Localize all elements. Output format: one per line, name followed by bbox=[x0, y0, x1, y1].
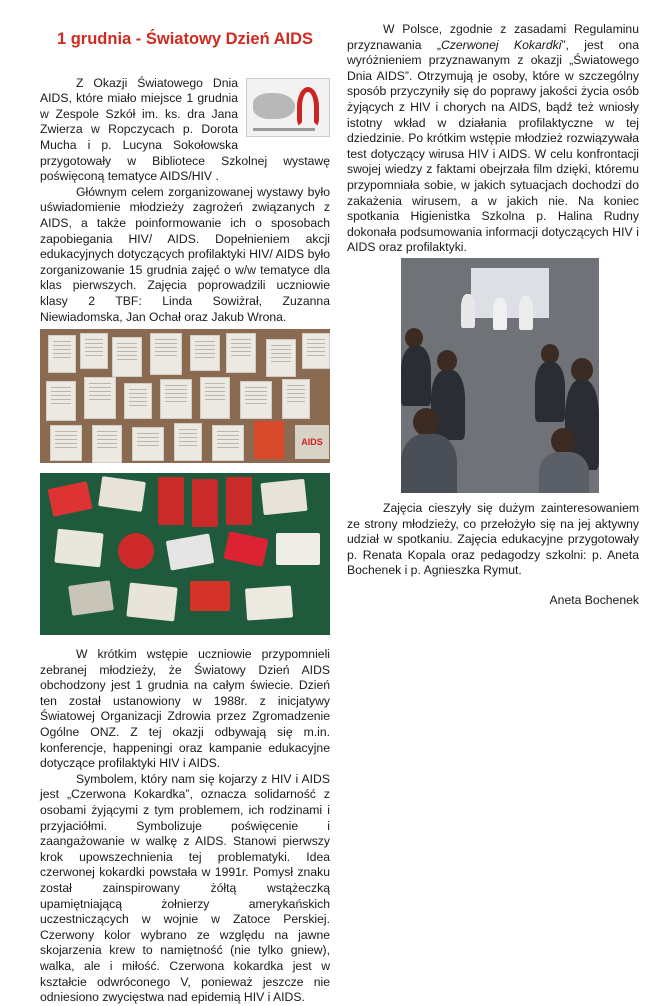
paragraph-poland: W Polsce, zgodnie z zasadami Regulaminu przyznawania „Czerwonej Kokardki”, jest ona wyróżnieniem przyznawanym z okazji „Światowego Dnia AIDS”. Otrzymują je osoby, które w szczególny sposób przyczyniły się do poprawy jakości życia osób żyjących z HIV i chorych na AIDS, bądź też wniosły istotny wkład w działania profilaktyczne w tej dziedzinie. Po krótkim wstępie młodzież rozwiązywała test dotyczący wirusa HIV i AIDS. W celu konfrontacji swojej wiedzy z faktami obejrzała film dzięki, któremu przypomniała sobie, w jakich sytuacjach dochodzi do zakażenia wirusem, a w jakich nie. Na koniec spotkania Higienistka Szkolna p. Halina Rudny dokonała podsumowania informacji dotyczących HIV i AIDS oraz profilaktyki. bbox=[347, 22, 639, 255]
right-column bbox=[347, 22, 639, 608]
leaflets-table-photo bbox=[40, 473, 330, 635]
red-ribbon-thumbnail bbox=[246, 78, 330, 137]
left-column bbox=[40, 22, 330, 1006]
aids-poster: AIDS bbox=[295, 425, 329, 459]
world-map-graphic bbox=[253, 93, 295, 119]
paragraph-introduction-day: W krótkim wstępie uczniowie przypomnieli zebranej młodzieży, że Światowy Dzień AIDS obchodzony jest 1 grudnia na całym świecie. Dzień ten został ustanowiony w 1988r. z inicjatywy Światowej Organizacji Zdrowia przez Zgromadzenie Ogólne ONZ. Z tej okazji odbywają się m.in. konferencje, happeningi oraz kampanie edukacyjne dotyczące profilaktyki HIV i AIDS. bbox=[40, 647, 330, 771]
exhibition-board-photo bbox=[40, 329, 330, 463]
paragraph-summary: Zajęcia cieszyły się dużym zainteresowaniem ze strony młodzieży, co przełożyło się na jej aktywny udział w spotkaniu. Zajęcia edukacyjne przygotowały p. Renata Kopala oraz pedagodzy szkolni: p. Aneta Bochenek i p. Agnieszka Rymut. bbox=[347, 500, 639, 578]
paragraph-symbol: Symbolem, który nam się kojarzy z HIV i AIDS jest „Czerwona Kokardka”, oznacza solidarność z osobami żyjącymi z tym problemem, ich rodzinami i przyjaciółmi. Symbolizuje poświęcenie i zaangażowanie w walkę z AIDS. Stanowi pierwszy krok upowszechnienia tej problematyki. Idea czerwonej kokardki powstała w 1991r. Pomysł znaku został zainspirowany żółtą wstążeczką upamiętniającą żołnierzy amerykańskich uczestniczących w wojnie w Zatoce Perskiej. Czerwony kolor wybrano ze względu na jawne skojarzenia krew to namiętność (nie tylko gniew), walka, ale i miłość. Czerwona kokardka jest w kształcie odwróconego V, ponieważ jeszcze nie odniesiono zwycięstwa nad epidemią HIV i AIDS. bbox=[40, 771, 330, 1005]
author-signature: Aneta Bochenek bbox=[549, 592, 639, 607]
red-ribbon-icon bbox=[297, 87, 319, 127]
article-title: 1 grudnia - Światowy Dzień AIDS bbox=[56, 30, 314, 48]
paragraph-goal: Głównym celem zorganizowanej wystawy było uświadomienie młodzieży zagrożeń związanych z AIDS, a także poinformowanie ich o sposobach zapobiegania HIV/ AIDS. Dopełnieniem akcji edukacyjnych dotyczących profilaktyki HIV/ AIDS było zorganizowanie 15 grudnia zajęć o w/w tematyce dla klas pierwszych. Zajęcia poprowadzili uczniowie klasy 2 TBF: Linda Sowiżrał, Zuzanna Niewiadomska, Jan Ochał oraz Jakub Wrona. bbox=[40, 184, 330, 324]
classroom-lesson-photo bbox=[401, 258, 599, 493]
paragraph-intro: Z Okazji Światowego Dnia AIDS, które miało miejsce 1 grudnia w Zespole Szkół im. ks. dra Jana Zwierza w Ropczycach p. Dorota Mucha i p. Lucyna Sokołowska przygotowały w Bibliotece Szkolnej wystawę poświęconą tematyce AIDS/HIV . bbox=[40, 75, 330, 184]
